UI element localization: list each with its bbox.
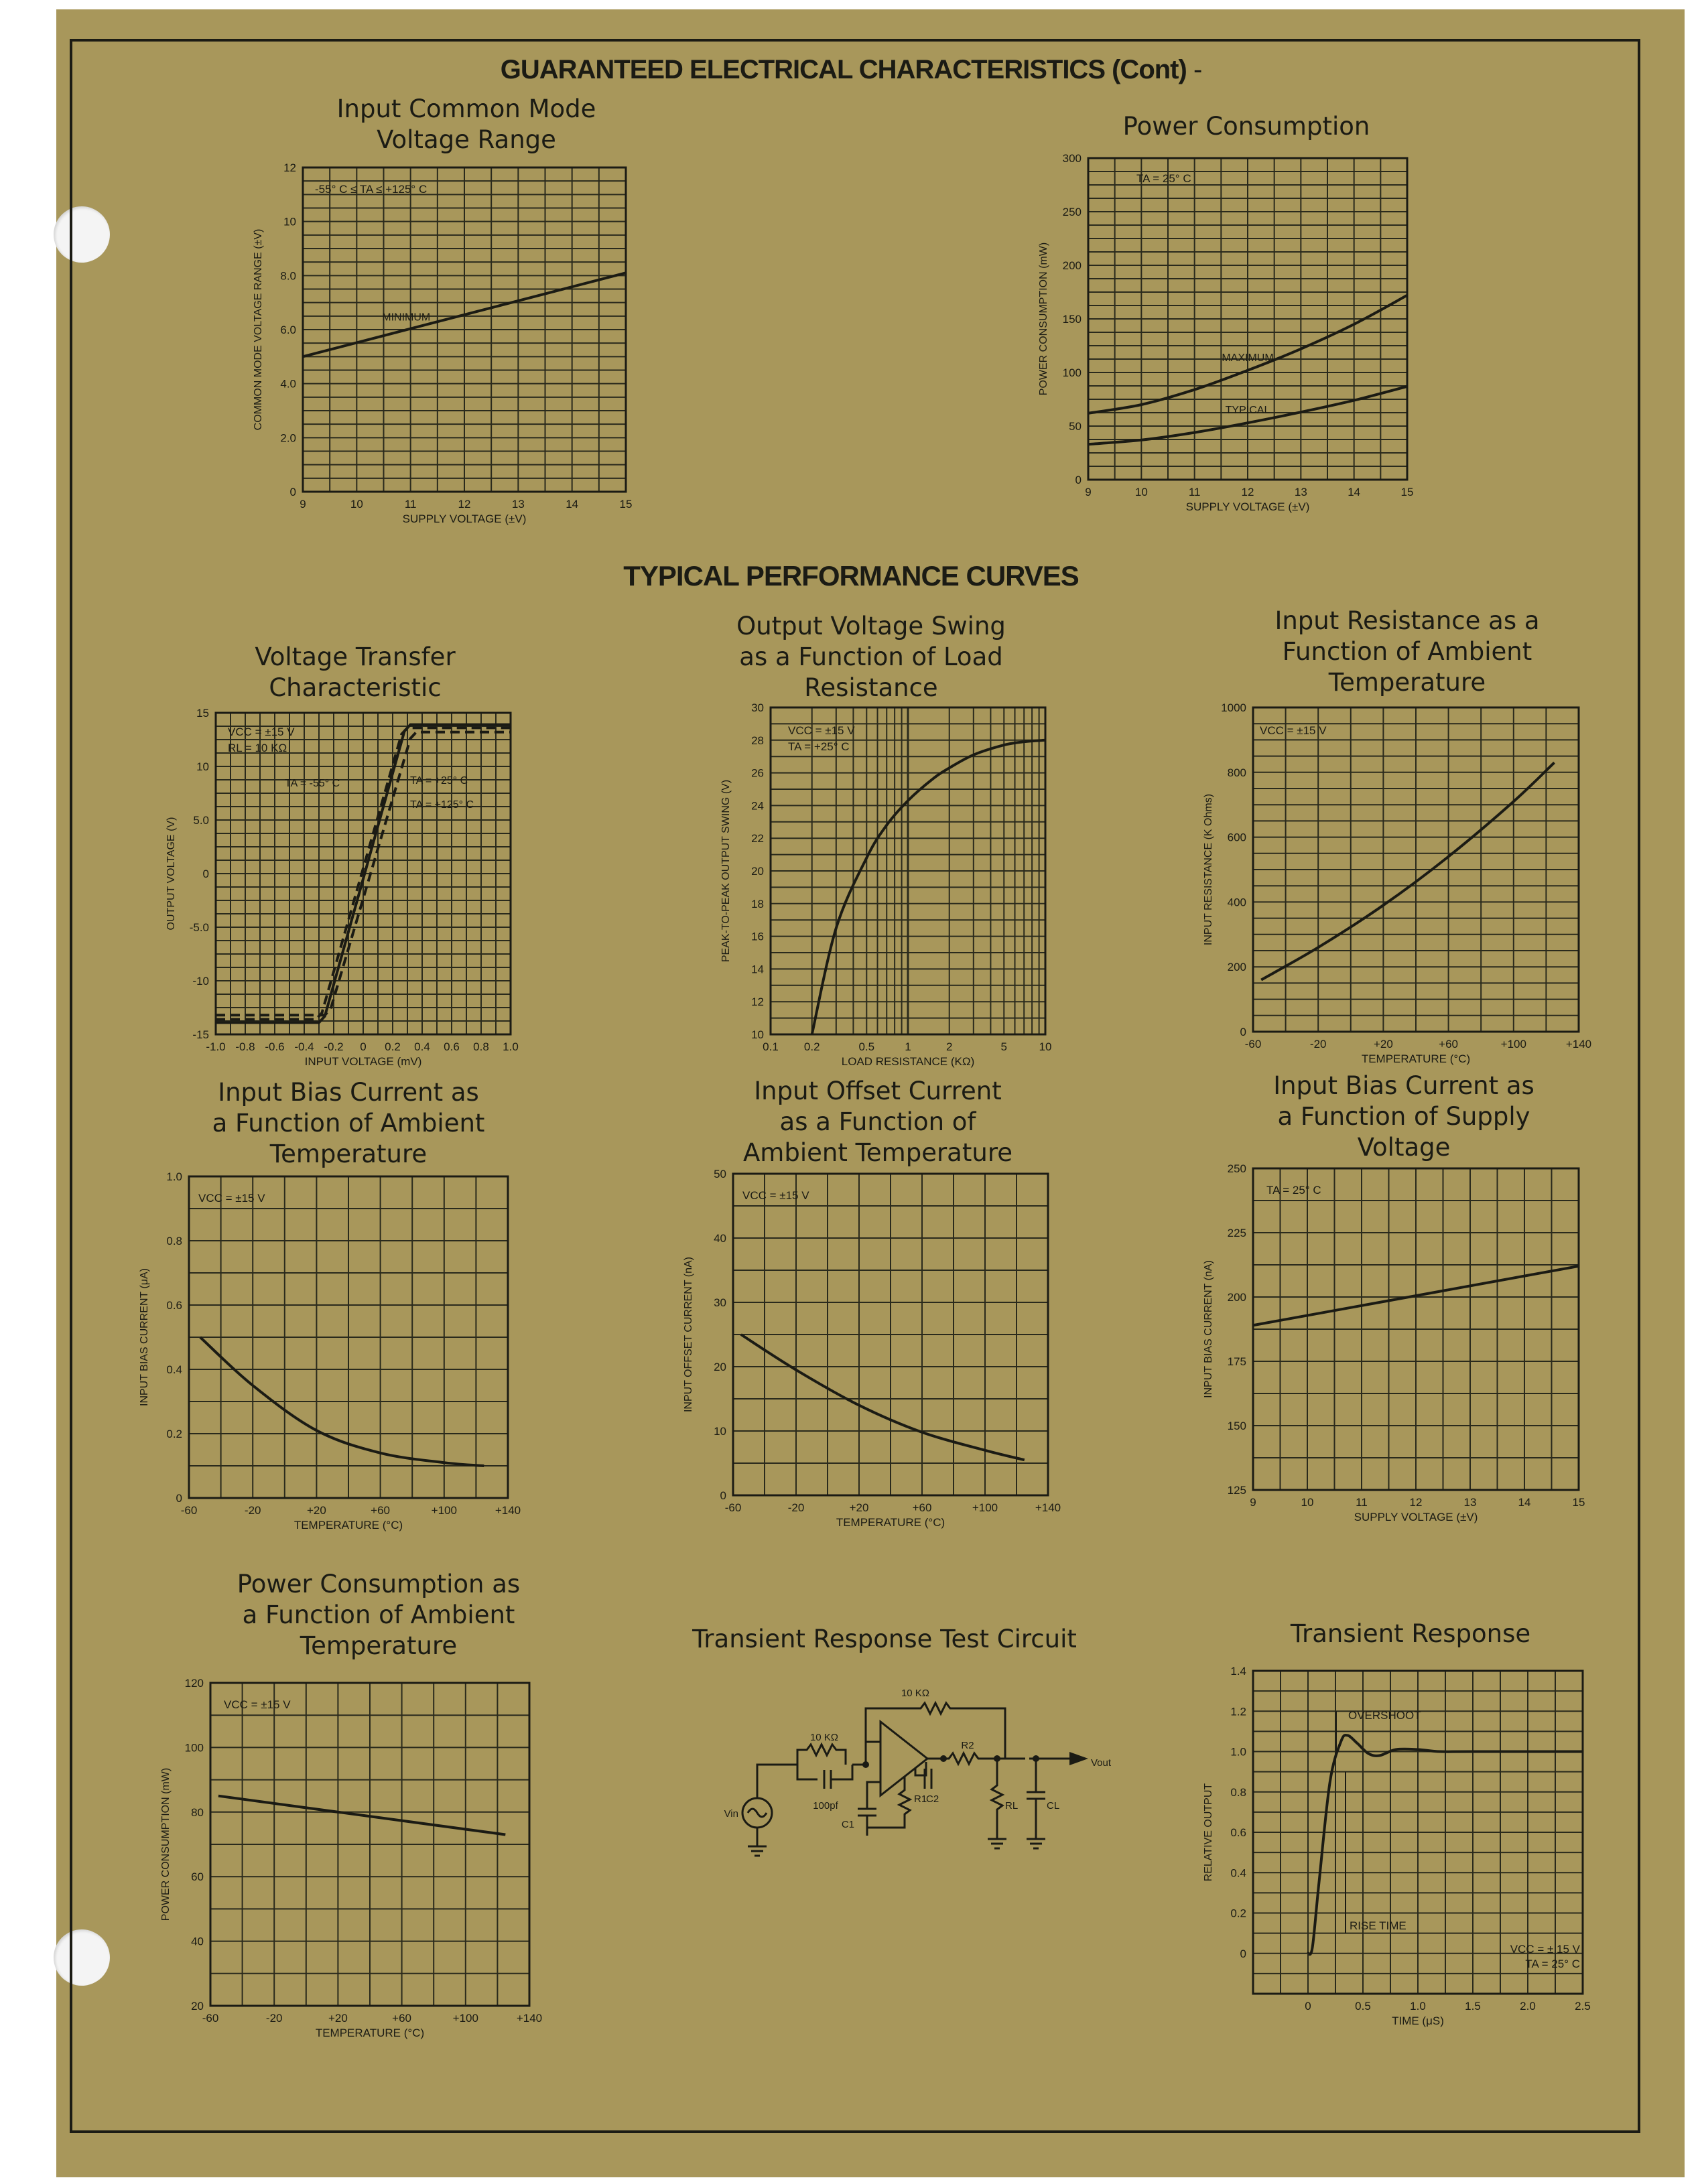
y-tick-label: 800: [1227, 766, 1246, 779]
series-line-power-temp: [218, 1796, 505, 1835]
x-tick-label: 11: [404, 498, 417, 510]
x-tick-label: 0.6: [444, 1040, 460, 1053]
circuit-label: C2: [926, 1793, 939, 1805]
x-tick-label: 9: [1250, 1496, 1256, 1509]
y-tick-label: 300: [1062, 152, 1082, 165]
title-common-mode-text: Input Common Mode Voltage Range: [336, 94, 596, 154]
x-tick-label: 13: [1294, 486, 1307, 498]
x-tick-label: 1.0: [503, 1040, 519, 1053]
x-axis-title: TEMPERATURE (°C): [315, 2027, 425, 2039]
title-bias-temp-text: Input Bias Current as a Function of Ambient Temperature: [212, 1078, 485, 1168]
plot-annotation: OVERSHOOT: [1348, 1709, 1421, 1722]
x-tick-label: -20: [244, 1504, 261, 1517]
x-tick-label: +100: [1500, 1038, 1526, 1050]
y-tick-label: 22: [751, 832, 764, 845]
x-tick-label: 9: [300, 498, 306, 510]
title-test-circuit-text: Transient Response Test Circuit: [692, 1625, 1077, 1653]
x-tick-label: 10: [1039, 1040, 1052, 1053]
circuit-label: Vin: [724, 1808, 738, 1820]
x-tick-label: 10: [1301, 1496, 1314, 1509]
y-tick-label: 0.6: [1230, 1826, 1246, 1839]
y-axis-title: INPUT RESISTANCE (K Ohms): [1203, 793, 1214, 946]
y-tick-label: 28: [751, 734, 764, 747]
x-tick-label: 0.2: [803, 1040, 820, 1053]
y-tick-label: 10: [751, 1028, 764, 1041]
y-tick-label: 20: [714, 1361, 726, 1373]
header-title-tail: -: [1193, 55, 1202, 84]
x-tick-label: +140: [495, 1504, 521, 1517]
y-tick-label: 5.0: [193, 814, 209, 827]
x-tick-label: -20: [787, 1501, 805, 1514]
y-tick-label: 8.0: [280, 269, 296, 283]
x-tick-label: +60: [392, 2012, 412, 2025]
x-axis-title: SUPPLY VOLTAGE (±V): [1354, 1511, 1478, 1523]
series-label: MINIMUM: [382, 312, 431, 324]
x-tick-label: 14: [566, 498, 579, 510]
title-offset-temp-text: Input Offset Current as a Function of Ambient Temperature: [743, 1077, 1012, 1167]
plot-annotation: VCC = ± 15 V: [1510, 1943, 1580, 1956]
y-tick-label: 0: [720, 1489, 726, 1502]
x-axis-title: TEMPERATURE (°C): [293, 1519, 403, 1531]
y-tick-label: 0: [202, 868, 209, 880]
x-tick-label: 15: [1572, 1496, 1585, 1509]
y-tick-label: 10: [283, 215, 296, 228]
y-tick-label: 125: [1227, 1484, 1246, 1497]
x-tick-label: -0.8: [235, 1040, 255, 1053]
y-tick-label: 20: [191, 2000, 204, 2012]
y-tick-label: 16: [751, 930, 764, 943]
plot-annotation: TA = 25° C: [1136, 172, 1191, 185]
y-tick-label: -10: [192, 975, 209, 987]
y-tick-label: 0.6: [166, 1299, 182, 1312]
y-axis-title: POWER CONSUMPTION (mW): [1038, 242, 1049, 396]
y-tick-label: 1.4: [1230, 1665, 1246, 1678]
x-tick-label: -60: [202, 2012, 219, 2025]
title-power-consumption-text: Power Consumption: [1122, 112, 1370, 141]
y-axis-title: INPUT OFFSET CURRENT (nA): [683, 1256, 694, 1413]
plot-annotation: VCC = ±15 V: [788, 724, 855, 737]
x-tick-label: 1.5: [1465, 2000, 1481, 2012]
y-tick-label: 1.0: [1230, 1745, 1246, 1759]
x-tick-label: 5: [1000, 1040, 1008, 1053]
x-tick-label: 0.8: [473, 1040, 489, 1053]
x-tick-label: +100: [431, 1504, 457, 1517]
circuit-label: R1: [914, 1793, 927, 1805]
x-tick-label: +60: [1439, 1038, 1459, 1050]
plot-annotation: VCC = ±15 V: [228, 726, 295, 738]
y-tick-label: 400: [1227, 896, 1246, 909]
title-input-resistance-text: Input Resistance as a Function of Ambient Temperature: [1274, 606, 1540, 697]
x-axis-title: SUPPLY VOLTAGE (±V): [402, 513, 527, 525]
y-axis-title: COMMON MODE VOLTAGE RANGE (±V): [253, 228, 264, 431]
y-tick-label: 24: [751, 799, 764, 813]
x-tick-label: +20: [306, 1504, 326, 1517]
circuit-label: 10 KΩ: [809, 1732, 839, 1743]
y-tick-label: -5.0: [189, 921, 209, 934]
y-tick-label: 600: [1227, 831, 1246, 844]
y-tick-label: 0.8: [1230, 1785, 1246, 1799]
y-axis-title: PEAK-TO-PEAK OUTPUT SWING (V): [720, 779, 732, 963]
section-title: TYPICAL PERFORMANCE CURVES: [623, 560, 1079, 592]
title-bias-supply-text: Input Bias Current as a Function of Supply Voltage: [1273, 1071, 1534, 1162]
y-tick-label: 1000: [1221, 701, 1246, 714]
x-tick-label: -0.6: [265, 1040, 285, 1053]
y-tick-label: 250: [1227, 1162, 1246, 1175]
y-tick-label: 26: [751, 766, 764, 780]
x-tick-label: 15: [619, 498, 633, 510]
circuit-label: 10 KΩ: [901, 1688, 930, 1699]
x-tick-label: -60: [180, 1504, 198, 1517]
y-axis-title: OUTPUT VOLTAGE (V): [166, 817, 177, 931]
x-tick-label: 0.4: [414, 1040, 430, 1053]
x-tick-label: 14: [1518, 1496, 1531, 1509]
y-tick-label: 12: [283, 161, 296, 174]
x-tick-label: -1.0: [206, 1040, 226, 1053]
y-tick-label: 30: [714, 1296, 726, 1309]
x-tick-label: +100: [452, 2012, 478, 2025]
series-line-offset-temp: [741, 1335, 1025, 1460]
x-tick-label: 13: [511, 498, 525, 510]
x-tick-label: +140: [516, 2012, 543, 2025]
y-tick-label: 80: [191, 1805, 204, 1819]
y-tick-label: 200: [1227, 1291, 1246, 1304]
x-tick-label: 0.5: [1355, 2000, 1371, 2012]
plot-annotation: VCC = ±15 V: [1260, 724, 1327, 737]
y-axis-title: INPUT BIAS CURRENT (nA): [1203, 1260, 1214, 1398]
y-tick-label: 225: [1227, 1227, 1246, 1239]
y-tick-label: 10: [714, 1425, 726, 1438]
y-tick-label: 0.2: [1230, 1907, 1246, 1920]
y-tick-label: 20: [751, 865, 764, 878]
x-tick-label: 2.5: [1575, 2000, 1591, 2012]
x-tick-label: +60: [912, 1501, 932, 1514]
x-tick-label: 1.0: [1410, 2000, 1426, 2012]
plot-annotation: RL = 10 KΩ: [228, 742, 287, 754]
series-label: TA = -55° C: [285, 778, 340, 789]
series-label: TA = +125° C: [410, 799, 474, 811]
y-axis-title: RELATIVE OUTPUT: [1203, 1783, 1214, 1882]
y-tick-label: 1.2: [1230, 1705, 1246, 1718]
y-tick-label: 60: [191, 1870, 204, 1884]
x-tick-label: +100: [972, 1501, 998, 1514]
x-tick-label: 10: [350, 498, 363, 510]
plot-annotation: RISE TIME: [1350, 1919, 1406, 1932]
series-label: TYPICAL: [1225, 405, 1270, 417]
x-axis-title: TEMPERATURE (°C): [1361, 1052, 1471, 1065]
y-tick-label: 0.4: [1230, 1866, 1246, 1880]
x-tick-label: 10: [1134, 486, 1148, 498]
y-axis-title: INPUT BIAS CURRENT (μA): [139, 1268, 150, 1406]
plot-annotation: VCC = ±15 V: [198, 1192, 265, 1205]
y-tick-label: 0: [176, 1492, 182, 1505]
y-tick-label: 250: [1062, 206, 1082, 218]
y-tick-label: 15: [196, 707, 209, 720]
title-power-temp-text: Power Consumption as a Function of Ambient Temperature: [237, 1570, 521, 1660]
y-tick-label: 14: [751, 963, 764, 976]
y-tick-label: 1.0: [166, 1170, 182, 1183]
y-tick-label: 120: [184, 1677, 204, 1690]
x-axis-title: INPUT VOLTAGE (mV): [304, 1055, 422, 1068]
title-transient-text: Transient Response: [1290, 1619, 1531, 1648]
y-tick-label: 0.4: [166, 1363, 182, 1376]
plot-annotation: -55° C ≤ TA ≤ +125° C: [315, 183, 428, 196]
y-tick-label: 0: [1075, 474, 1082, 486]
y-tick-label: 12: [751, 996, 764, 1009]
circuit-label: R2: [961, 1740, 974, 1751]
x-tick-label: 11: [1356, 1496, 1368, 1509]
plot-annotation: TA = 25° C: [1525, 1958, 1580, 1970]
x-tick-label: 0: [1305, 2000, 1311, 2012]
x-tick-label: 12: [458, 498, 471, 510]
title-output-swing-text: Output Voltage Swing as a Function of Load Resistance: [736, 612, 1006, 702]
y-tick-label: 4.0: [280, 377, 296, 391]
y-tick-label: 100: [1062, 366, 1082, 379]
y-tick-label: 2.0: [280, 431, 296, 445]
x-tick-label: 0.2: [385, 1040, 401, 1053]
x-axis-title: TEMPERATURE (°C): [836, 1516, 945, 1529]
x-tick-label: +20: [328, 2012, 348, 2025]
y-tick-label: 150: [1062, 313, 1082, 326]
circuit-label: Vout: [1091, 1757, 1112, 1769]
y-tick-label: 40: [191, 1935, 204, 1948]
series-label: TA = +25° C: [410, 775, 468, 787]
x-tick-label: 0: [360, 1040, 367, 1053]
header-title: GUARANTEED ELECTRICAL CHARACTERISTICS (Cont): [500, 55, 1187, 84]
y-tick-label: 18: [751, 897, 764, 910]
circuit-label: RL: [1005, 1800, 1019, 1812]
x-tick-label: +140: [1035, 1501, 1061, 1514]
circuit-label: 100pf: [813, 1800, 838, 1812]
y-tick-label: 50: [1069, 420, 1082, 433]
x-tick-label: -20: [1309, 1038, 1327, 1050]
plot-annotation: VCC = ±15 V: [224, 1698, 291, 1711]
circuit-label: CL: [1047, 1800, 1060, 1812]
title-voltage-transfer-text: Voltage Transfer Characteristic: [255, 642, 456, 702]
x-tick-label: -60: [724, 1501, 742, 1514]
x-tick-label: 15: [1400, 486, 1414, 498]
y-tick-label: 200: [1227, 961, 1246, 974]
y-tick-label: 0.2: [166, 1428, 182, 1440]
x-tick-label: 13: [1463, 1496, 1477, 1509]
y-tick-label: 0.8: [166, 1235, 182, 1247]
x-tick-label: 0.5: [858, 1040, 875, 1053]
plot-annotation: TA = 25° C: [1266, 1184, 1321, 1197]
y-tick-label: 150: [1227, 1420, 1246, 1432]
y-tick-label: 6.0: [280, 324, 296, 336]
x-tick-label: 12: [1241, 486, 1254, 498]
series-line-rin: [1261, 762, 1554, 979]
y-tick-label: -15: [192, 1028, 209, 1041]
y-tick-label: 10: [196, 760, 209, 773]
x-tick-label: +20: [1373, 1038, 1393, 1050]
y-tick-label: 0: [289, 486, 296, 498]
x-tick-label: +20: [849, 1501, 869, 1514]
x-axis-title: TIME (μS): [1392, 2015, 1444, 2027]
x-tick-label: -20: [265, 2012, 283, 2025]
x-tick-label: -0.4: [294, 1040, 314, 1053]
x-tick-label: -60: [1244, 1038, 1262, 1050]
x-tick-label: 11: [1188, 486, 1201, 498]
x-tick-label: 9: [1085, 486, 1092, 498]
x-tick-label: 2: [945, 1040, 953, 1053]
x-tick-label: 2.0: [1520, 2000, 1536, 2012]
x-tick-label: 0.1: [763, 1040, 779, 1053]
plot-annotation: VCC = ±15 V: [742, 1189, 809, 1202]
plot-annotation: TA = +25° C: [788, 740, 850, 753]
x-tick-label: +140: [1565, 1038, 1592, 1050]
y-tick-label: 200: [1062, 259, 1082, 272]
x-axis-title: SUPPLY VOLTAGE (±V): [1185, 500, 1310, 513]
circuit-label: C1: [841, 1819, 854, 1830]
y-tick-label: 50: [714, 1168, 726, 1180]
y-tick-label: 175: [1227, 1355, 1246, 1368]
x-axis-title: LOAD RESISTANCE (KΩ): [841, 1055, 975, 1068]
x-tick-label: +60: [371, 1504, 391, 1517]
x-tick-label: 14: [1348, 486, 1361, 498]
y-tick-label: 100: [184, 1741, 204, 1755]
x-tick-label: 1: [905, 1040, 911, 1053]
x-tick-label: -0.2: [324, 1040, 344, 1053]
y-tick-label: 30: [751, 701, 764, 714]
y-axis-title: POWER CONSUMPTION (mW): [160, 1767, 172, 1921]
y-tick-label: 0: [1240, 1947, 1246, 1960]
x-tick-label: 12: [1409, 1496, 1423, 1509]
series-label: MAXIMUM: [1222, 352, 1274, 364]
y-tick-label: 0: [1240, 1026, 1246, 1038]
y-tick-label: 40: [714, 1232, 726, 1245]
